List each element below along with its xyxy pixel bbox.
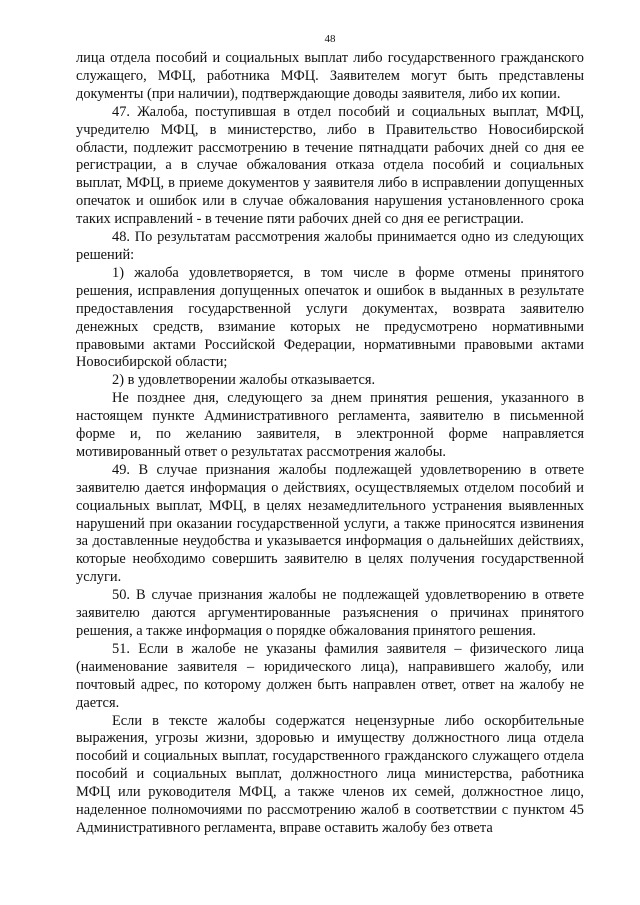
paragraph-response-deadline: Не позднее дня, следующего за днем принятия решения, указанного в настоящем пункте Административного регламента, заявителю в письменной форме и, по желанию заявителя, в электронной форме направляется мотивированный ответ о результатах рассмотрения жалобы. [76,390,584,460]
paragraph-item-48: 48. По результатам рассмотрения жалобы принимается одно из следующих решений: [76,229,584,263]
paragraph-item-47: 47. Жалоба, поступившая в отдел пособий и социальных выплат, МФЦ, учредителю МФЦ, в министерство, либо в Правительство Новосибирской области, подлежит рассмотрению в течение пятнадцати рабочих дней со дня ее регистрации, а в случае обжалования отказа отдела пособий и социальных выплат, МФЦ, в приеме документов у заявителя либо в исправлении допущенных опечаток и ошибок или в случае обжалования нарушения установленного срока таких исправлений - в течение пяти рабочих дней со дня ее регистрации. [76,103,584,228]
paragraph-item-49: 49. В случае признания жалобы подлежащей удовлетворению в ответе заявителю дается информация о действиях, осуществляемых отделом пособий и социальных выплат, МФЦ, в целях незамедлительного устранения выявленных нарушений при оказании государственной услуги, а также приносятся извинения за доставленные неудобства и указывается информация о дальнейших действиях, которые необходимо совершить заявителю в целях получения государственной услуги. [76,461,584,586]
document-body [76,50,584,838]
paragraph-item-51: 51. Если в жалобе не указаны фамилия заявителя – физического лица (наименование заявителя – юридического лица), направившего жалобу, или почтовый адрес, по которому должен быть направлен ответ, ответ на жалобу не дается. [76,640,584,711]
paragraph-offensive-content: Если в тексте жалобы содержатся нецензурные либо оскорбительные выражения, угрозы жизни, здоровью и имуществу должностного лица отдела пособий и социальных выплат, государственного гражданского служащего отдела пособий и социальных выплат, должностного лица министерства, работника МФЦ или руководителя МФЦ, а также членов их семей, должностное лицо, наделенное полномочиями по рассмотрению жалоб в соответствии с пунктом 45 Административного регламента, вправе оставить жалобу без ответа [76,712,584,836]
page-number: 48 [324,33,336,45]
paragraph-subitem-1: 1) жалоба удовлетворяется, в том числе в форме отмены принятого решения, исправления допущенных опечаток и ошибок в выданных в результате предоставления государственной услуги документах, возврата заявителю денежных средств, взимание которых не предусмотрено нормативными правовыми актами Российской Федерации, нормативными правовыми актами Новосибирской области; [76,264,584,371]
paragraph-item-50: 50. В случае признания жалобы не подлежащей удовлетворению в ответе заявителю даются аргументированные разъяснения о причинах принятого решения, а также информация о порядке обжалования принятого решения. [76,587,584,639]
paragraph-subitem-2: 2) в удовлетворении жалобы отказывается. [112,372,376,389]
paragraph-continuation: лица отдела пособий и социальных выплат либо государственного гражданского служащего, МФЦ, работника МФЦ. Заявителем могут быть представлены документы (при наличии), подтверждающие доводы заявителя, либо их копии. [76,50,584,102]
